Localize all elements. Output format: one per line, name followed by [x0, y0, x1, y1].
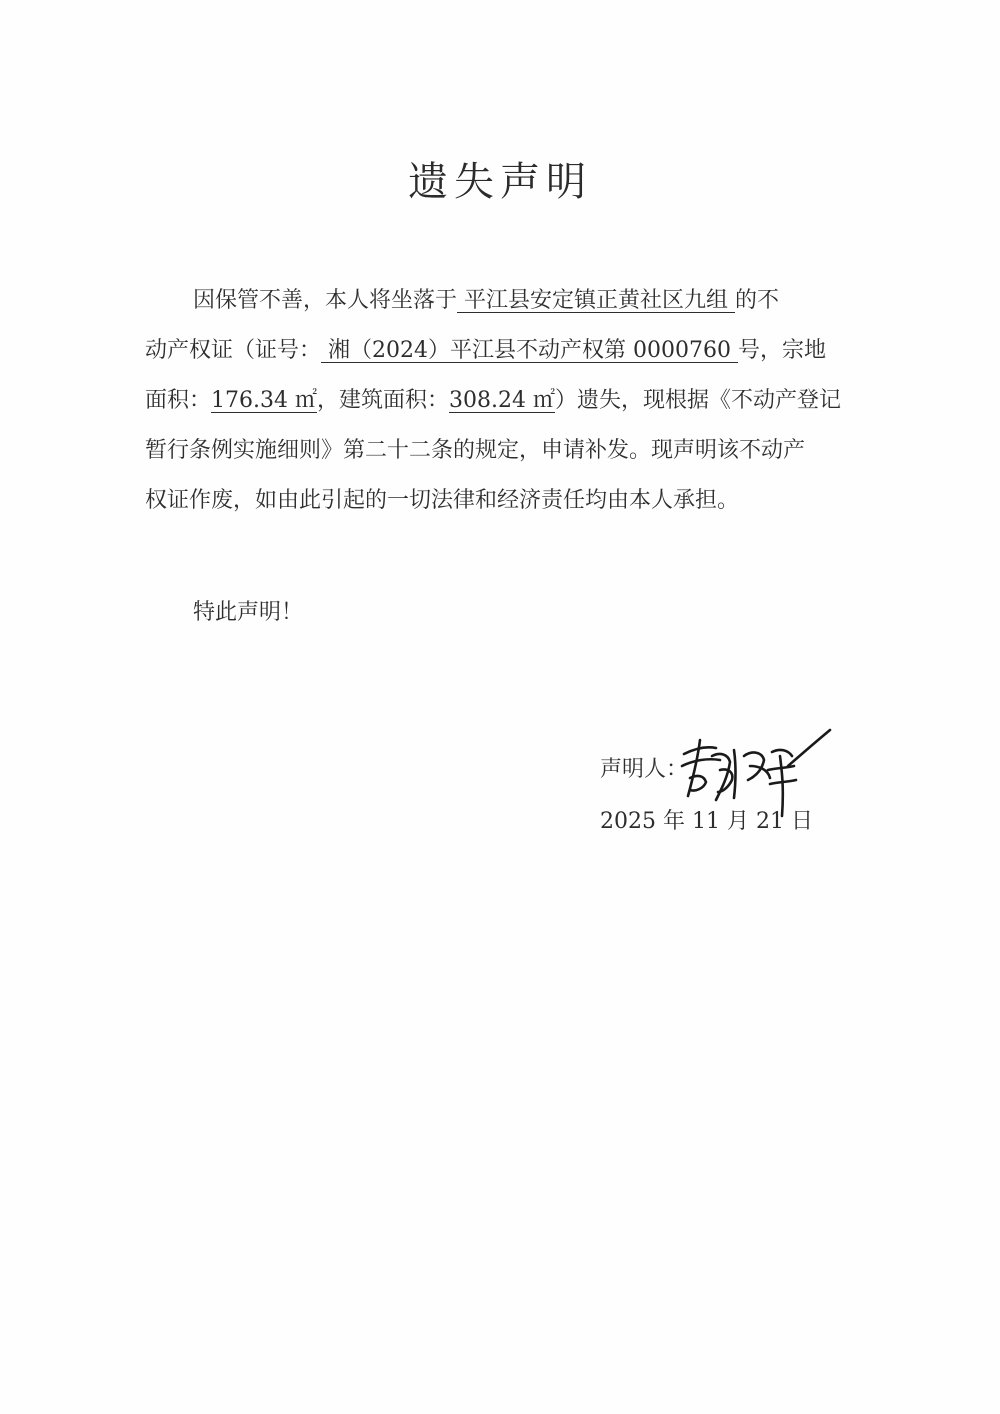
- paragraph-line-2: [145, 326, 850, 376]
- declarant-label: 声明人：: [600, 757, 689, 782]
- closing-statement: 特此声明！: [193, 600, 304, 625]
- paragraph-line-5: 权证作废，如由此引起的一切法律和经济责任均由本人承担。: [145, 488, 740, 513]
- declaration-paragraph: [145, 276, 850, 526]
- text-segment: ）遗失，现根据《不动产登记: [555, 388, 842, 413]
- paragraph-line-3: [145, 376, 850, 426]
- property-location: 平江县安定镇正黄社区九组: [457, 288, 736, 313]
- land-area: 176.34 ㎡: [211, 388, 317, 413]
- text-segment: ，建筑面积：: [317, 388, 450, 413]
- building-area: 308.24 ㎡: [449, 388, 555, 413]
- text-segment: 因保管不善，本人将坐落于: [193, 288, 458, 313]
- text-segment: 面积：: [145, 388, 212, 413]
- text-segment: 动产权证（证号：: [145, 338, 322, 363]
- paragraph-line-1: [145, 276, 850, 326]
- paragraph-line-4: 暂行条例实施细则》第二十二条的规定，申请补发。现声明该不动产: [145, 438, 806, 463]
- declaration-date: 2025 年 11 月 21 日: [600, 809, 813, 834]
- certificate-number: 湘（2024）平江县不动产权第 0000760: [321, 338, 738, 363]
- text-segment: 号，宗地: [737, 338, 826, 363]
- text-segment: 的不: [735, 288, 780, 313]
- document-title: 遗失声明: [408, 159, 592, 205]
